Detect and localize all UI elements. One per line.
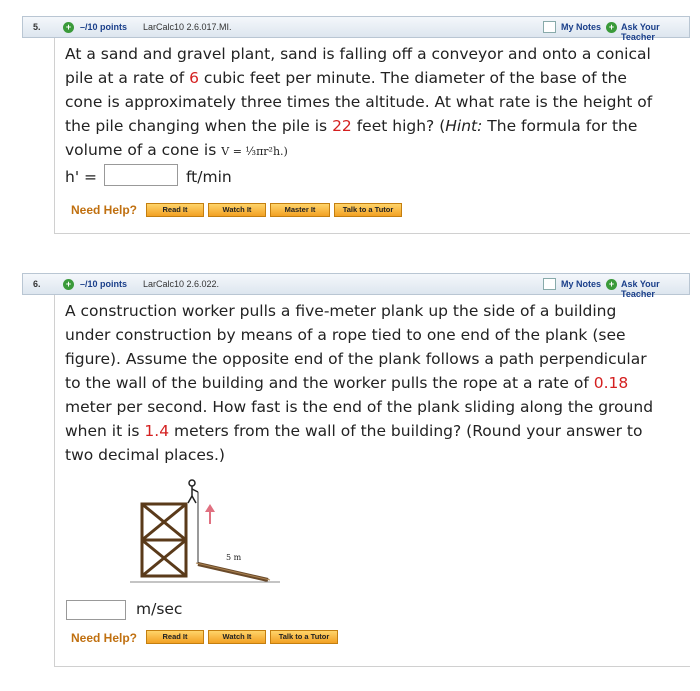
expand-plus-icon[interactable]: + xyxy=(63,22,74,33)
text-line: cone is approximately three times the altitude. At what rate is the height of xyxy=(65,93,653,111)
answer-unit: m/sec xyxy=(136,600,183,618)
points-label: –/10 points xyxy=(80,22,128,32)
read-it-button[interactable]: Read It xyxy=(146,203,204,217)
text-line: to the wall of the building and the worker pulls the rope at a rate of 0.18 xyxy=(65,374,629,392)
text-line: At a sand and gravel plant, sand is falling off a conveyor and onto a conical xyxy=(65,45,651,63)
ask-teacher-link[interactable]: Ask Your Teacher xyxy=(621,22,660,42)
volume-formula: V = ⅓πr²h.) xyxy=(221,145,288,158)
plank-figure xyxy=(130,476,280,588)
answer-label: h' = xyxy=(65,168,97,186)
ask-plus-icon[interactable]: + xyxy=(606,22,617,33)
answer-input[interactable] xyxy=(104,164,178,186)
question-5-header xyxy=(22,16,690,42)
plank-length-label: 5 m xyxy=(226,553,242,562)
text-line: under construction by means of a rope tied to one end of the plank (see xyxy=(65,326,626,344)
given-rate: 0.18 xyxy=(593,374,629,392)
text-line: when it is 1.4 meters from the wall of the building? (Round your answer to xyxy=(65,422,643,440)
question-6-text xyxy=(65,299,687,467)
text-line: two decimal places.) xyxy=(65,446,225,464)
answer-input[interactable] xyxy=(66,600,126,620)
text-line: volume of a cone is V = ⅓πr²h.) xyxy=(65,141,288,159)
text-line: the pile changing when the pile is 22 feet high? (Hint: The formula for the xyxy=(65,117,638,135)
question-5-text xyxy=(65,42,687,164)
given-distance: 1.4 xyxy=(144,422,170,440)
text-line: A construction worker pulls a five-meter plank up the side of a building xyxy=(65,302,617,320)
need-help-label: Need Help? xyxy=(71,631,138,645)
source-label: LarCalc10 2.6.022. xyxy=(143,279,220,289)
expand-plus-icon[interactable]: + xyxy=(63,279,74,290)
text-line: meter per second. How fast is the end of the plank sliding along the ground xyxy=(65,398,654,416)
ask-teacher-link[interactable]: Ask Your Teacher xyxy=(621,279,660,299)
up-arrow-icon xyxy=(205,504,215,524)
question-number: 5. xyxy=(33,22,41,32)
read-it-button[interactable]: Read It xyxy=(146,630,204,644)
my-notes-link[interactable]: My Notes xyxy=(561,279,602,289)
worker-icon xyxy=(188,480,198,503)
question-6-header xyxy=(22,273,690,299)
given-height: 22 xyxy=(332,117,352,135)
answer-unit: ft/min xyxy=(186,168,232,186)
question-number: 6. xyxy=(33,279,41,289)
hint-label: Hint: xyxy=(445,117,483,135)
my-notes-link[interactable]: My Notes xyxy=(561,22,602,32)
source-label: LarCalc10 2.6.017.MI. xyxy=(143,22,232,32)
watch-it-button[interactable]: Watch It xyxy=(208,203,266,217)
need-help-label: Need Help? xyxy=(71,203,138,217)
points-label: –/10 points xyxy=(80,279,128,289)
notes-icon[interactable] xyxy=(543,21,556,33)
text-line: figure). Assume the opposite end of the plank follows a path perpendicular xyxy=(65,350,647,368)
text-line: pile at a rate of 6 cubic feet per minute. The diameter of the base of the xyxy=(65,69,627,87)
notes-icon[interactable] xyxy=(543,278,556,290)
ask-plus-icon[interactable]: + xyxy=(606,279,617,290)
talk-to-tutor-button[interactable]: Talk to a Tutor xyxy=(334,203,402,217)
watch-it-button[interactable]: Watch It xyxy=(208,630,266,644)
talk-to-tutor-button[interactable]: Talk to a Tutor xyxy=(270,630,338,644)
given-rate: 6 xyxy=(189,69,199,87)
master-it-button[interactable]: Master It xyxy=(270,203,330,217)
